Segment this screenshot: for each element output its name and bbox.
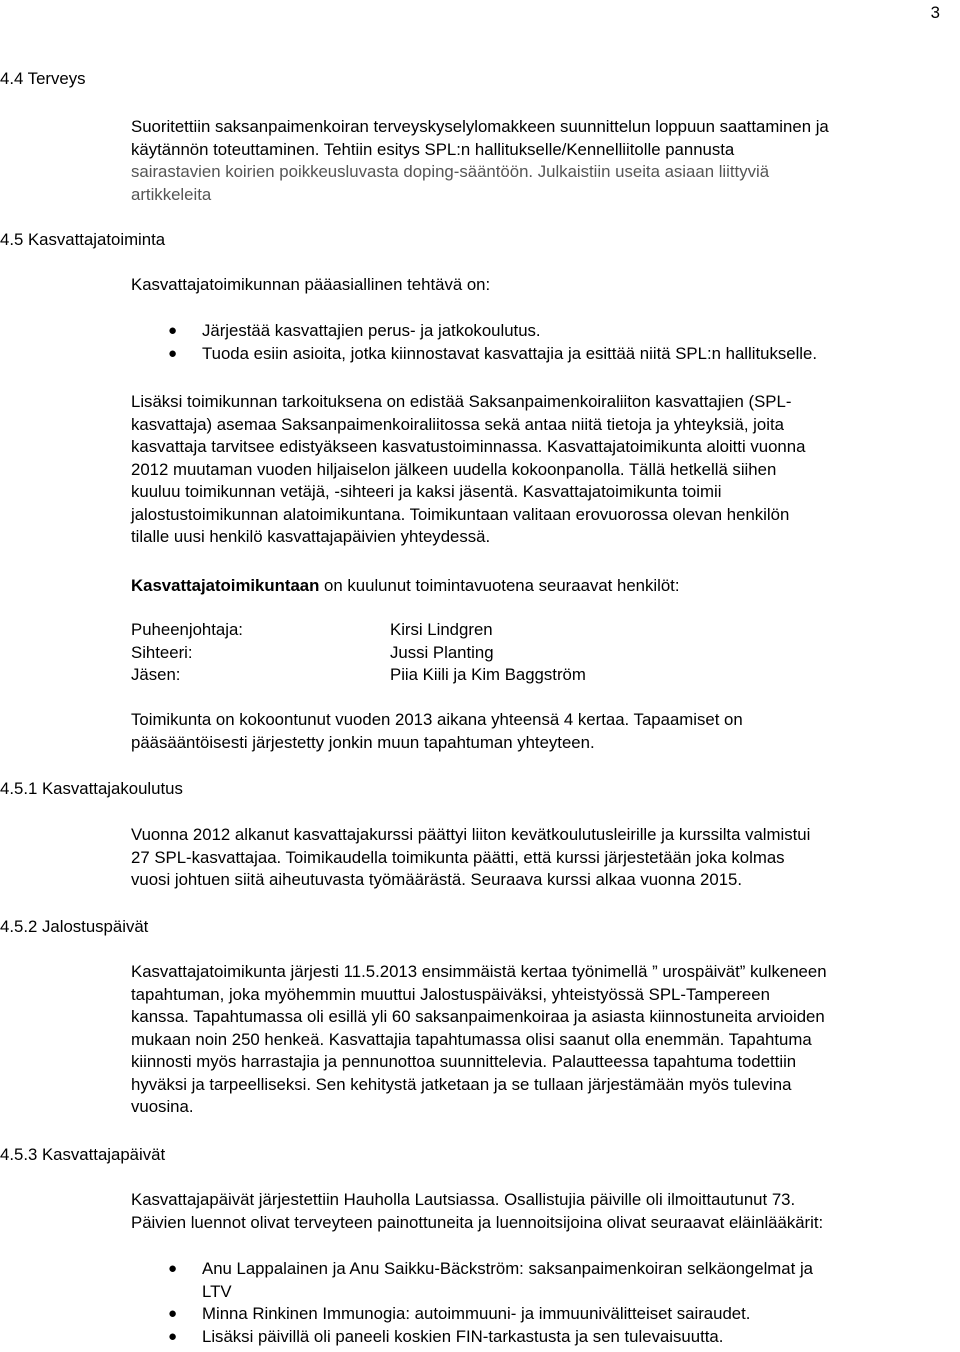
member-role: Jäsen: [131,665,181,684]
list-item: ● Lisäksi päivillä oli paneeli koskien FIN-tarkastusta ja sen tulevaisuutta. [131,1326,960,1349]
kasvattaja-paragraph [131,391,960,549]
text-line: Suoritettiin saksanpaimenkoiran terveyskyselylomakkeen suunnittelun loppuun saattaminen ja [131,117,829,136]
text-line: Lisäksi toimikunnan tarkoituksena on edistää Saksanpaimenkoiraliiton kasvattajien (SPL- [131,392,792,411]
text-line: tilalle uusi henkilö kasvattajapäivien yhteydessä. [131,527,491,546]
members-intro-bold: Kasvattajatoimikuntaan [131,576,320,595]
text-line: vuosina. [131,1097,194,1116]
heading-kasvattajakoulutus: 4.5.1 Kasvattajakoulutus [0,779,183,798]
heading-terveys: 4.4 Terveys [0,69,86,88]
text-line: tapahtuman, joka myöhemmin muuttui Jalostuspäiväksi, yhteistyössä SPL-Tampereen [131,984,770,1004]
list-item: ● Tuoda esiin asioita, jotka kiinnostavat kasvattajia ja esittää niitä SPL:n hallitukselle. [131,343,960,366]
list-item: ● Anu Lappalainen ja Anu Saikku-Bäckström: saksanpaimenkoiran selkäongelmat ja LTV [168,1259,814,1301]
text-line: kasvattaja) asemaa Saksanpaimenkoiraliitossa sekä antaa niitä tietoja ja yhteyksiä, joita [131,414,784,434]
member-name: Piia Kiili ja Kim Baggström [390,665,586,684]
bullet-icon: ● [168,1260,178,1277]
heading-kasvattajapaivat: 4.5.3 Kasvattajapäivät [0,1145,166,1164]
page-number: 3 [930,3,940,22]
text-line: kanssa. Tapahtumassa oli esillä yli 60 saksanpaimenkoiraa ja asiasta kiinnostuneita arvioiden [131,1007,825,1026]
member-name: Jussi Planting [390,642,494,662]
lecturers-list [131,1258,960,1348]
terveys-paragraph [131,116,960,206]
text-line: Toimikunta on kokoontunut vuoden 2013 aikana yhteensä 4 kertaa. Tapaamiset on [131,710,743,729]
text-line: Kasvattajapäivät järjestettiin Hauholla Lautsiassa. Osallistujia päiville oli ilmoittautunut 73. [131,1190,796,1209]
bullet-icon: ● [168,322,178,339]
bullet-icon: ● [168,1327,178,1345]
kasvattaja-intro: Kasvattajatoimikunnan pääasiallinen tehtävä on: [131,275,491,294]
list-item: ● Minna Rinkinen Immunogia: autoimmuuni- ja immuunivälitteiset sairaudet. [131,1303,960,1326]
list-item: ● Järjestää kasvattajien perus- ja jatkokoulutus. [131,320,960,343]
text-line: vuosi johtuen siitä aiheutuvasta työmäärästä. Seuraava kurssi alkaa vuonna 2015. [131,870,743,889]
paivat-paragraph [131,1189,960,1234]
heading-kasvattajatoiminta: 4.5 Kasvattajatoiminta [0,230,166,249]
text-line: sairastavien koirien poikkeusluvasta doping-sääntöön. Julkaistiin useita asiaan liittyviä [131,162,770,181]
text-line: Kasvattajatoimikunta järjesti 11.5.2013 ensimmäistä kertaa työnimellä ” urospäivät” kulkeneen [131,962,827,981]
bullet-icon: ● [168,344,178,362]
tasks-list [131,320,960,365]
jalostus-paragraph [131,961,960,1119]
text-line: kiinnosti myös harrastajia ja pennunottoa suunnittelevia. Palautteessa tapahtuma todettiin [131,1052,797,1071]
text-line: Vuonna 2012 alkanut kasvattajakurssi päättyi liiton kevätkoulutusleirille ja kurssilta valmistui [131,825,811,844]
text-line: 27 SPL-kasvattajaa. Toimikaudella toimikunta päätti, että kurssi järjestetään joka kolmas [131,847,785,867]
text-line: jalostustoimikunnan alatoimikuntana. Toimikuntaan valitaan erovuorossa olevan henkilön [131,504,790,524]
text-line: mukaan noin 250 henkeä. Kasvattajia tapahtumassa olisi saanut olla enemmän. Tapahtuma [131,1029,812,1049]
members-intro-rest: on kuulunut toimintavuotena seuraavat henkilöt: [319,576,680,595]
text-line: pääsääntöisesti järjestetty jonkin muun tapahtuman yhteyteen. [131,732,595,752]
text-line: kuuluu toimikunnan vetäjä, -sihteeri ja kaksi jäsentä. Kasvattajatoimikunta toimii [131,482,722,501]
text-line: Päivien luennot olivat terveyteen painottuneita ja luennoitsijoina olivat seuraavat eläinlääkärit: [131,1212,824,1232]
members-intro [131,575,960,598]
member-role: Puheenjohtaja: [131,620,243,639]
text-line: artikkeleita [131,184,212,204]
koulutus-paragraph [131,824,960,892]
text-line: kasvattaja tarvitsee edistyäkseen kasvatustoiminnassa. Kasvattajatoimikunta aloitti vuonna [131,437,806,456]
member-name: Kirsi Lindgren [390,620,493,639]
heading-jalostuspaivat: 4.5.2 Jalostuspäivät [0,917,149,936]
meetings-paragraph [131,709,960,754]
bullet-icon: ● [168,1305,178,1322]
member-role: Sihteeri: [131,642,193,662]
text-line: hyväksi ja tarpeelliseksi. Sen kehitystä jatketaan ja se tullaan järjestämään myös tulevina [131,1074,792,1094]
text-line: käytännön toteuttaminen. Tehtiin esitys SPL:n hallitukselle/Kennelliitolle pannusta [131,139,735,159]
text-line: 2012 muutaman vuoden hiljaiselon jälkeen uudella kokoonpanolla. Tällä hetkellä siihen [131,459,777,479]
